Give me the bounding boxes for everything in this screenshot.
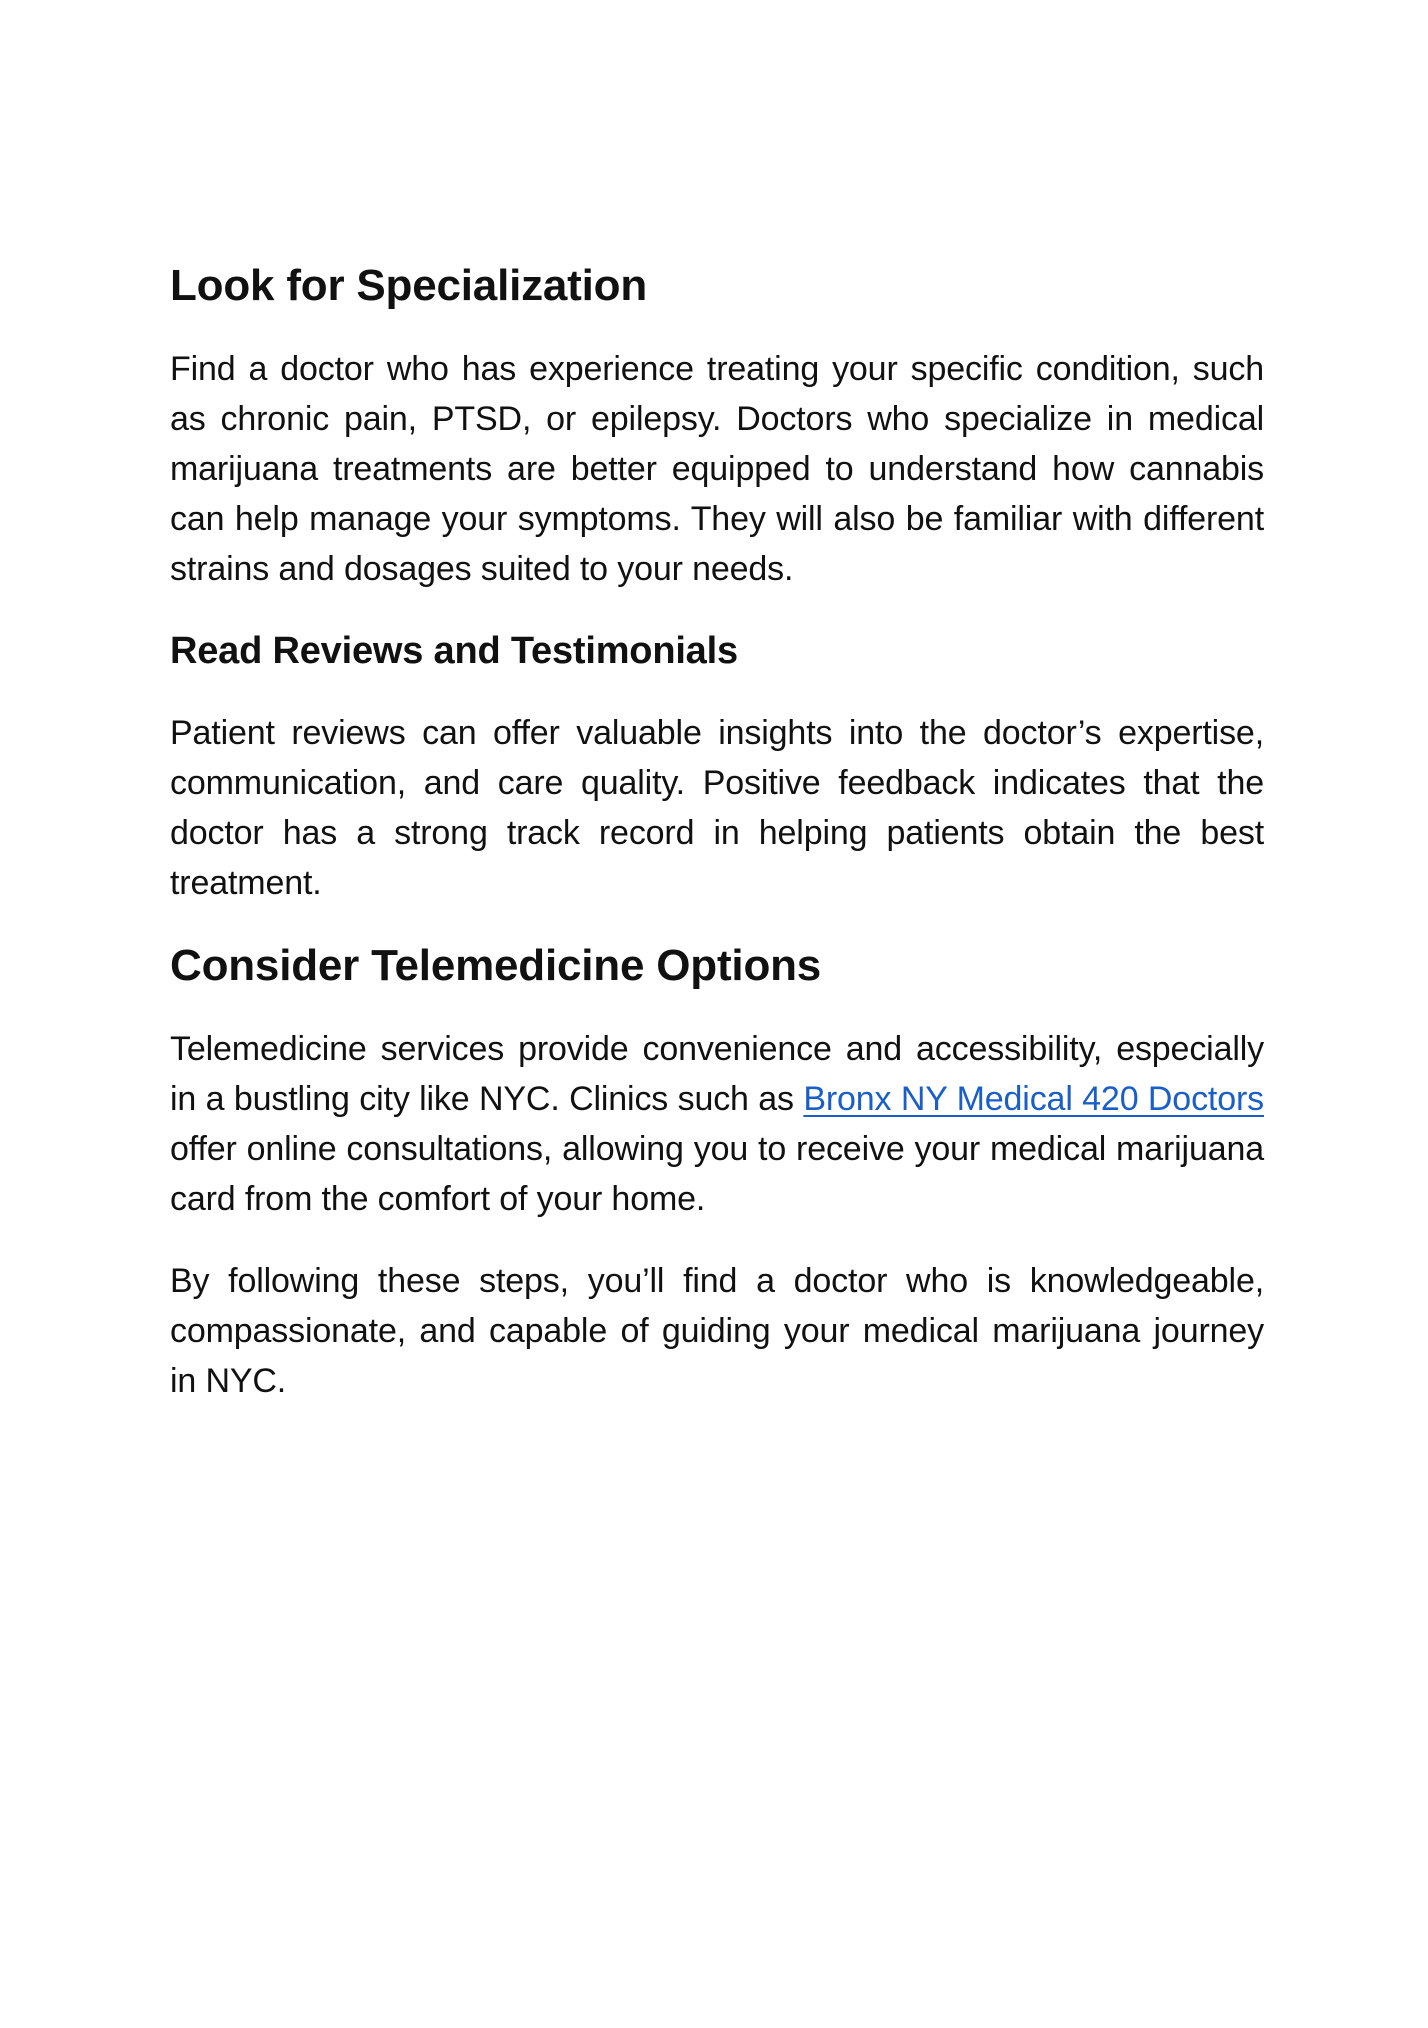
section-body-specialization: Find a doctor who has experience treating your specific condition, such as chronic pain, PTSD, or epilepsy. Doctors who specialize in medical marijuana treatments are better equipped to understand how cannabis can help manage your symptoms. They will also be familiar with different strains and dosages suited to your needs. bbox=[170, 350, 1264, 588]
telemedicine-text-before-link: Telemedicine services provide convenience and accessibility, especially in a bustling city like NYC. Clinics such as bbox=[170, 1030, 1264, 1118]
section-body-reviews: Patient reviews can offer valuable insights into the doctor’s expertise, communication, and care quality. Positive feedback indicates that the doctor has a strong track record in helping patients obtain the best treatment. bbox=[170, 714, 1264, 902]
section-heading-telemedicine: Consider Telemedicine Options bbox=[170, 941, 822, 990]
section-heading-specialization: Look for Specialization bbox=[170, 261, 648, 310]
telemedicine-text-after-link: offer online consultations, allowing you to receive your medical marijuana card from the comfort of your home. bbox=[170, 1130, 1264, 1218]
section-heading-reviews: Read Reviews and Testimonials bbox=[170, 630, 738, 672]
closing-paragraph: By following these steps, you’ll find a doctor who is knowledgeable, compassionate, and capable of guiding your medical marijuana journey in NYC. bbox=[170, 1262, 1264, 1400]
section-body-telemedicine bbox=[170, 1024, 1264, 1224]
document-page bbox=[170, 258, 1264, 1406]
bronx-ny-medical-420-doctors-link[interactable]: Bronx NY Medical 420 Doctors bbox=[803, 1080, 1264, 1118]
